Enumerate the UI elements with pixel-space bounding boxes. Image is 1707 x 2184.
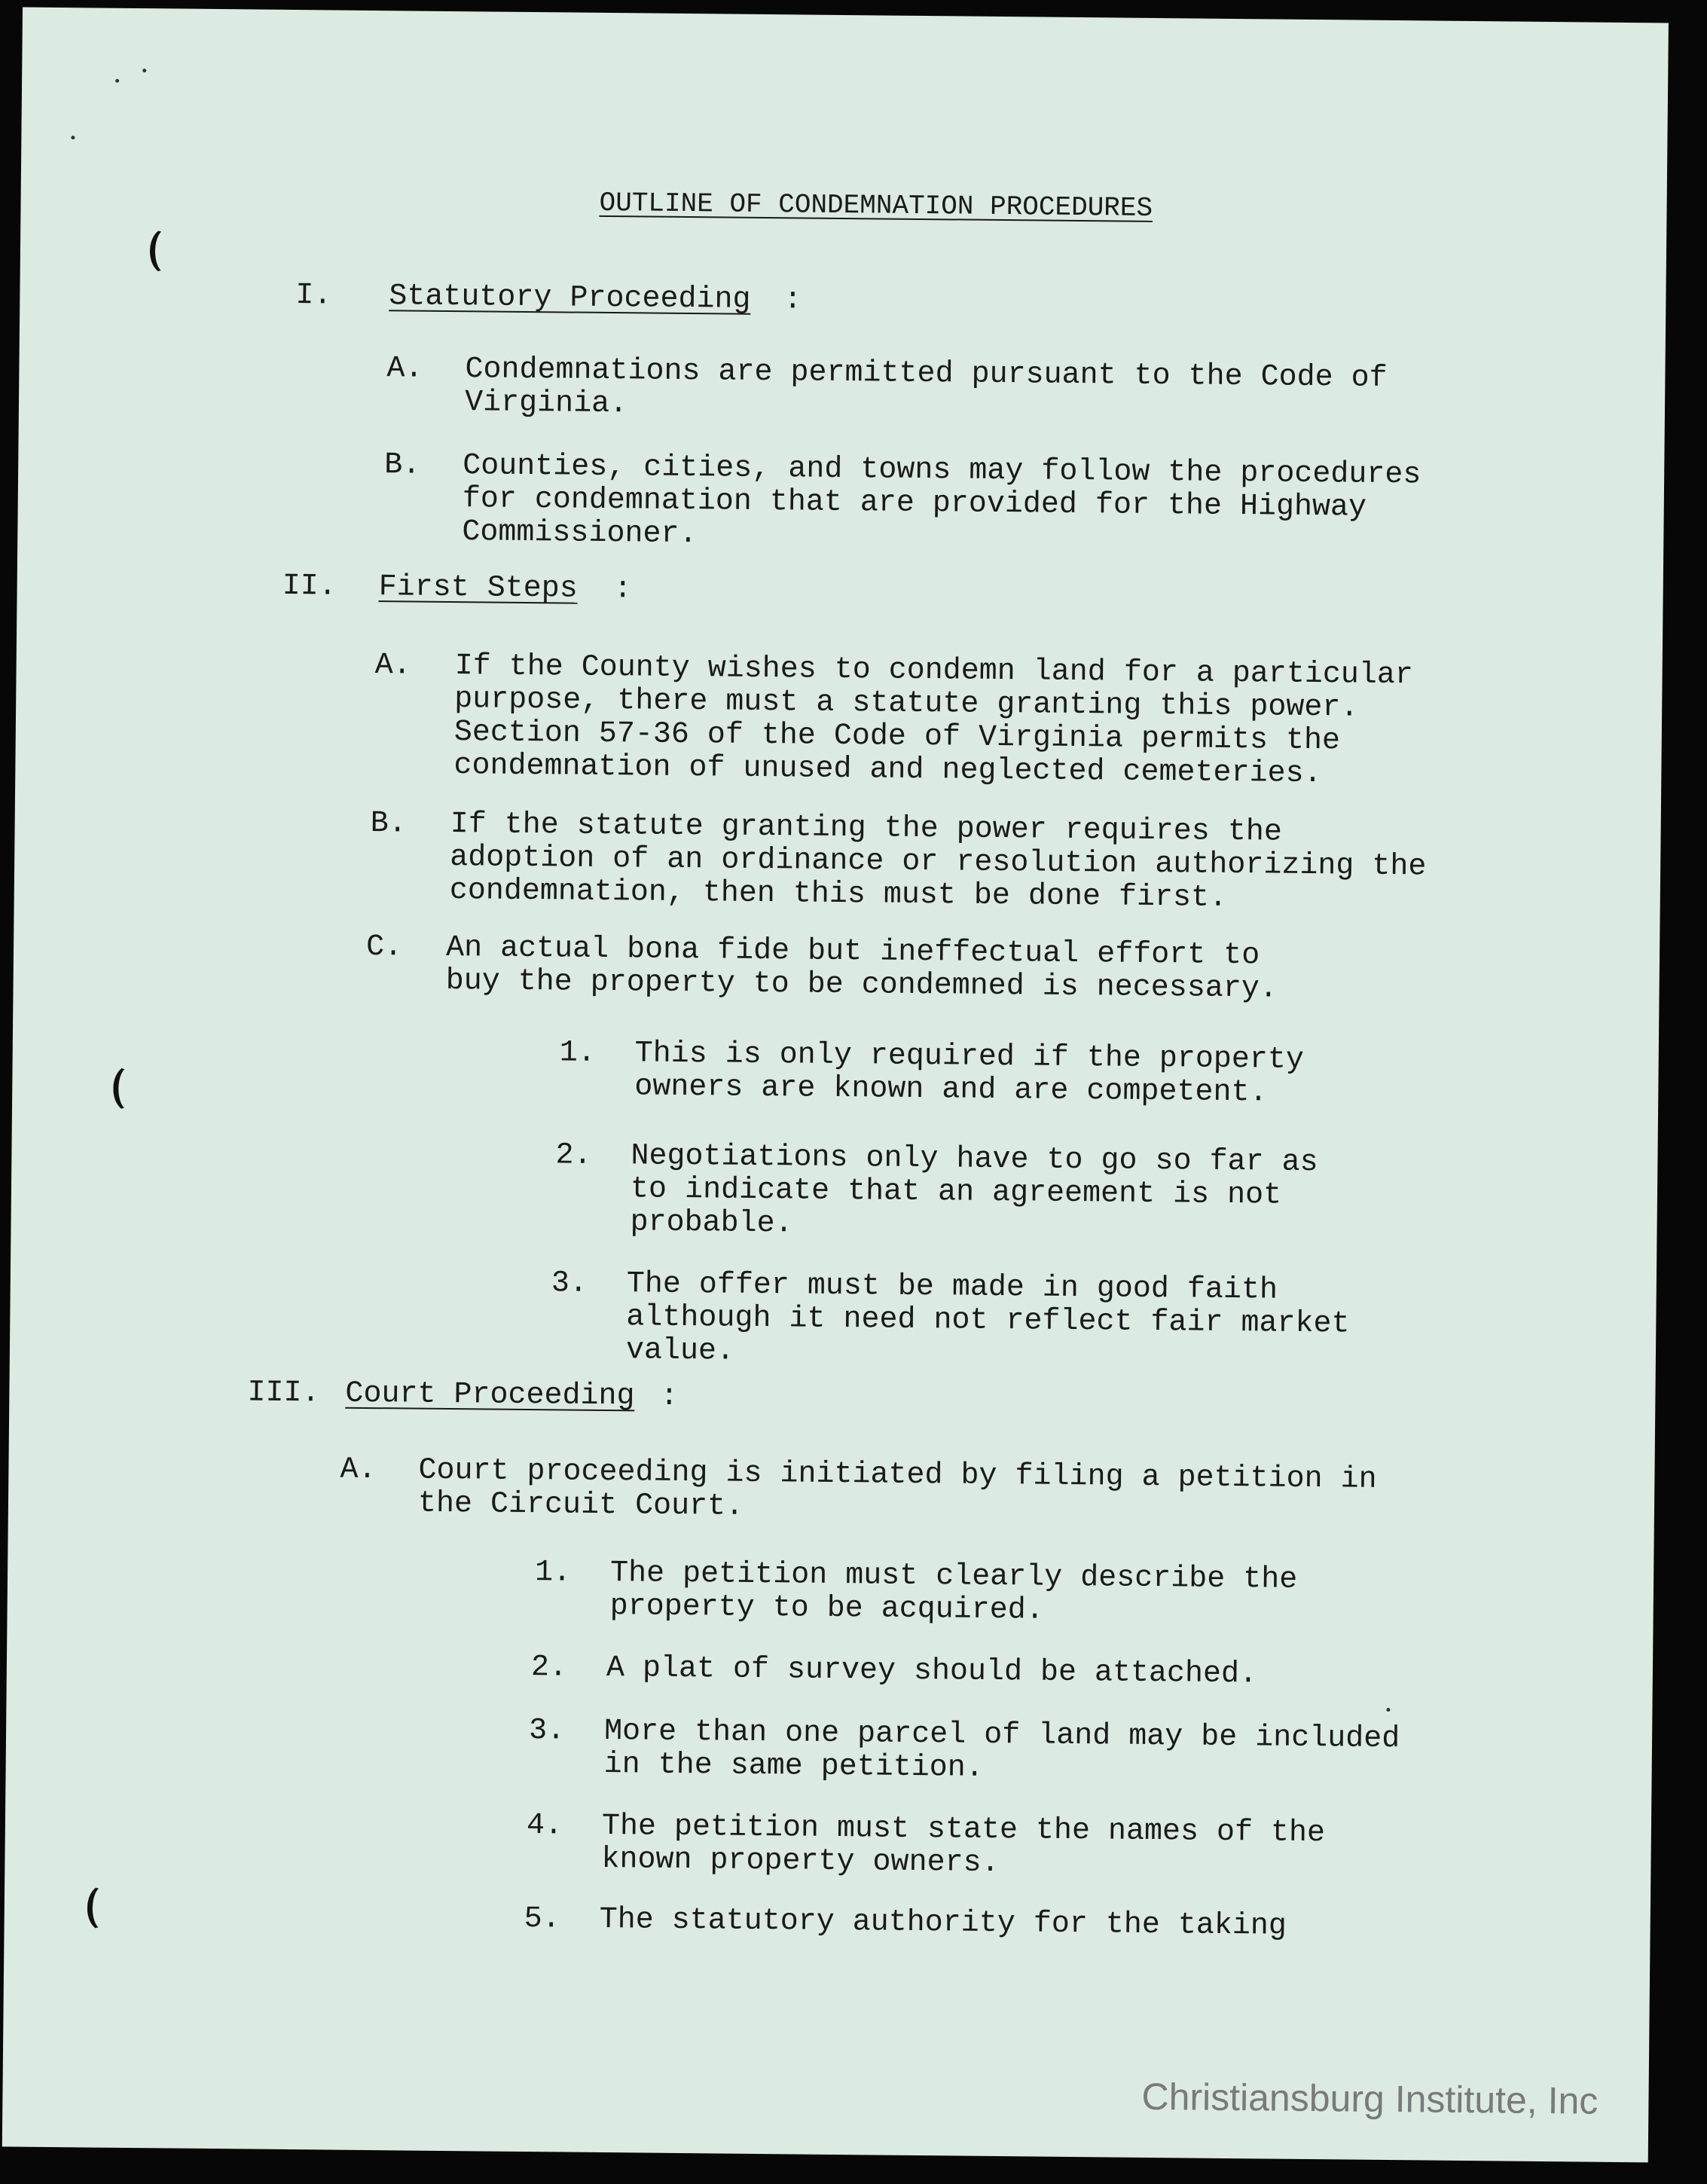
item-text: If the County wishes to condemn land for a particular purpose, there must a statute granting this power. Section 57-36 of the Code of Virginia permits the condemnation of unused and neglected cemeteries. — [453, 649, 1414, 792]
section-title: Court Proceeding — [345, 1376, 635, 1414]
list-item — [524, 1902, 1541, 1944]
item-label: A. — [374, 649, 411, 683]
item-text: A plat of survey should be attached. — [606, 1651, 1258, 1692]
item-text: If the statute granting the power requires the adoption of an ordinance or resolution authorizing the condemnation, then this must be done first. — [449, 808, 1427, 915]
section-title: Statutory Proceeding — [389, 279, 751, 317]
item-label: 1. — [559, 1036, 596, 1071]
item-text: More than one parcel of land may be included in the same petition. — [603, 1715, 1400, 1785]
binder-hole-mark — [150, 228, 181, 273]
item-label: 4. — [526, 1809, 563, 1843]
item-text: Court proceeding is initiated by filing a petition in the Circuit Court. — [417, 1453, 1377, 1524]
item-text: The statutory authority for the taking — [599, 1902, 1287, 1944]
section-title: First Steps — [378, 570, 578, 606]
binder-hole-mark — [113, 1066, 144, 1111]
item-text: An actual bona fide but ineffectual effort to buy the property to be condemned is necessary. — [445, 930, 1278, 1006]
item-text: Counties, cities, and towns may follow the procedures for condemnation that are provided for the Highway Commissioner. — [462, 449, 1421, 552]
item-label: 3. — [528, 1714, 566, 1749]
item-text: The petition must state the names of the known property owners. — [601, 1810, 1326, 1881]
item-label: A. — [386, 352, 423, 386]
section-numeral: I. — [295, 279, 332, 313]
item-label: B. — [370, 806, 407, 842]
list-item — [528, 1714, 1546, 1785]
section-numeral: II. — [282, 569, 337, 604]
section-numeral: III. — [247, 1376, 320, 1411]
watermark: Christiansburg Institute, Inc — [1141, 2075, 1599, 2122]
paper-speck — [142, 69, 146, 72]
item-label: 2. — [530, 1651, 568, 1685]
item-text: The offer must be made in good faith although it need not reflect fair market value. — [625, 1267, 1350, 1369]
list-item — [526, 1809, 1544, 1881]
list-item — [530, 1651, 1548, 1692]
list-item — [555, 1138, 1535, 1242]
item-label: B. — [384, 448, 421, 483]
paper-speck — [71, 136, 75, 139]
list-item — [386, 352, 1562, 422]
item-text: Negotiations only have to go so far as to indicate that an agreement is not probable. — [630, 1139, 1318, 1242]
paper-speck — [115, 79, 119, 83]
item-label: 2. — [555, 1138, 592, 1173]
list-item — [370, 806, 1546, 915]
list-item — [534, 1556, 1552, 1628]
item-text: The petition must clearly describe the property to be acquired. — [609, 1556, 1298, 1628]
item-label: 5. — [524, 1902, 560, 1937]
document-page: OUTLINE OF CONDEMNATION PROCEDURES I. Statutory Proceeding : A. Condemnations are permitted pursuant to the Code of Virginia. B. Counties, cities, and towns may follow the procedures for condemnation that are provided for the Highway Commissioner. II. First Steps : A. If the County wishes to condemn land for a particular purpose, there must a statute granting this power. Section 57-36 of the Code of Virginia permits the condemnation of unused and neglected cemeteries. B. If the statute granting the power requires the adoption of an ordinance or resolution authorizing the condemnation, then this must be done first. C. An actual bona fide but ineffectual effort to buy the property to be condemned is necessary. 1. This is only required if the property owners are known and are competent. 2. Negotiations only have to go so far as to indicate that an agreement is not probable. 3. The offer must be made in good faith although it need not reflect fair market value. III. Court Proceeding : A. Court proceeding is initiated by filing a petition in the Circuit Court. 1. The petition must clearly describe the property to be acquired. 2. A plat of survey should be attached. 3. More than one parcel of land may be included in the same petition. 4. The petition must state the names of the known property owners. 5. The statutory authority for the taking Christiansburg Institute, Inc — [2, 8, 1669, 2163]
item-label: C. — [365, 930, 403, 965]
item-text: This is only required if the property owners are known and are competent. — [634, 1037, 1305, 1110]
list-item — [551, 1266, 1531, 1369]
binder-hole-mark — [87, 1885, 118, 1930]
list-item — [559, 1036, 1539, 1110]
paper-speck — [1386, 1708, 1390, 1712]
list-item — [374, 649, 1550, 792]
page-title: OUTLINE OF CONDEMNATION PROCEDURES — [599, 187, 1153, 224]
list-item — [384, 448, 1559, 552]
item-text: Condemnations are permitted pursuant to the Code of Virginia. — [464, 353, 1388, 422]
item-label: 1. — [534, 1556, 572, 1590]
item-label: A. — [340, 1452, 377, 1488]
list-item — [365, 930, 1541, 1006]
item-label: 3. — [551, 1266, 588, 1301]
list-item — [340, 1452, 1546, 1524]
